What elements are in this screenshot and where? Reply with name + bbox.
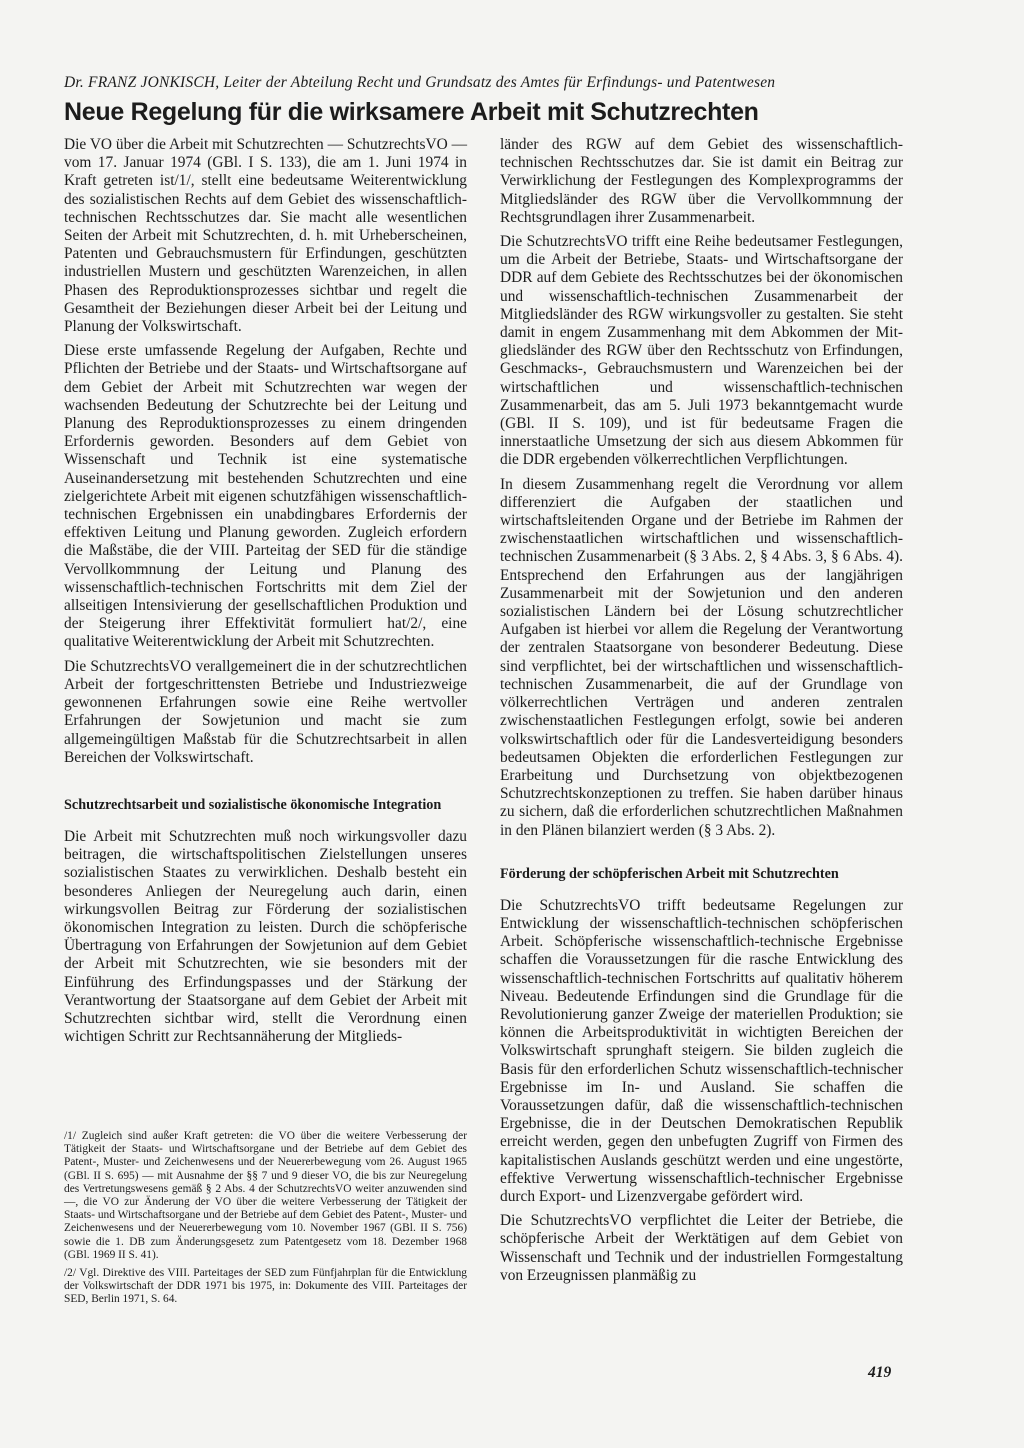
paragraph: In diesem Zusammenhang regelt die Verordnung vor allem differenziert die Aufgaben der staatlichen und wirtschaftsleitenden Organe und der Betriebe im Rahmen der zwischenstaatlichen wirtschaftlichen und wissenschaftlich-technischen Zusammenarbeit (§ 3 Abs. 2, § 4 Abs. 3, § 6 Abs. 4). Entsprechend den Erfahrungen aus der langjährigen Zusammenarbeit mit der Sowjetunion und den anderen sozialistischen Ländern bei der Lösung schutzrechtlicher Aufgaben ist hierbei vor allem die Regelung der Verantwortung der zentralen Staatsorgane von besonderer Bedeutung. Diese sind verpflichtet, bei der wirtschaftlichen und wissenschaftlich-technischen Zusammenarbeit, die auf der Grundlage von völkerrechtlichen Verträgen und anderen zentralen zwischenstaatlichen Festlegungen erfolgt, sowie bei anderen volkswirtschaftlich oder für die Landesverteidigung besonders bedeutsamen Objekten die erforderlichen Festlegungen zur Erarbeitung und Durchsetzung von objektbezogenen Schutzrechtskonzeptionen zu treffen. Sie haben darüber hinaus zu sichern, daß die erforderlichen schutzrechtlichen Maßnahmen in den Plänen bilanziert werden (§ 3 Abs. 2). [500, 475, 903, 839]
section-heading: Schutzrechtsarbeit und sozialistische ökonomische Integration [64, 796, 442, 813]
paragraph: Die SchutzrechtsVO verpflichtet die Leiter der Betriebe, die schöpferische Arbeit der Werktätigen auf dem Gebiet von Wissenschaft und Technik und der industriellen Formgestaltung von Erzeugnissen planmäßig zu [500, 1212, 903, 1284]
footnote-2: /2/ Vgl. Direktive des VIII. Parteitages der SED zum Fünfjahrplan für die Entwicklung der Volkswirtschaft der DDR 1971 bis 1975, in: Dokumente des VIII. Parteitages der SED, Berlin 1971, S. 64. [64, 1267, 467, 1306]
paragraph: Die SchutzrechtsVO trifft bedeutsame Regelungen zur Entwicklung der wissenschaftlich-technischen schöpferischen Arbeit. Schöpferische wissenschaftlich-technische Ergebnisse schaffen die Voraussetzungen für die rasche Entwicklung des wissenschaftlich-technischen Fortschritts auf qualitativ höherem Niveau. Bedeutende Erfindungen sind die Grundlage für die Revolutionierung ganzer Zweige der materiellen Produktion; sie können die Arbeitsproduktivität in wichtigten Bereichen der Volkswirtschaft sprunghaft steigern. Sie bilden zugleich die Basis für den erforderlichen Schutz wissenschaftlich-technischer Ergebnisse im In- und Ausland. Sie schaffen die Voraussetzungen dafür, daß die wissenschaftlich-technischen Ergebnisse, die in der Deutschen Demokratischen Republik erreicht werden, gegen den unbefugten Zugriff von Firmen des kapitalistischen Auslands geschützt werden und eine ungestörte, effektive Verwertung wissenschaftlich-technischer Ergebnisse durch Export- und Lizenzvergabe gefördert wird. [500, 896, 903, 1205]
left-column [64, 136, 467, 1052]
footnote-1: /1/ Zugleich sind außer Kraft getreten: die VO über die weitere Verbesserung der Tätigkeit der Staats- und Wirtschaftsorgane und der Betriebe auf dem Gebiet des Patent-, Muster- und Zeichenwesens und der Neuererbewegung vom 26. August 1965 (GBl. II S. 695) — mit Ausnahme der §§ 7 und 9 dieser VO, die bis zur Neuregelung des Vertretungswesens gemäß § 2 Abs. 4 der SchutzrechtsVO weiter anzuwenden sind —, die VO zur Änderung der VO über die weitere Verbesserung der Tätigkeit der Staats- und Wirtschaftsorgane und der Betriebe auf dem Gebiet des Patent-, Muster- und Zeichenwesens und der Neuererbewegung vom 10. November 1967 (GBl. II S. 756) sowie die 1. DB zum Änderungsgesetz zum Patentgesetz vom 18. Dezember 1968 (GBl. 1969 II S. 41). [64, 1130, 467, 1261]
section-heading: Förderung der schöpferischen Arbeit mit Schutzrechten [500, 865, 839, 882]
author-line: Dr. FRANZ JONKISCH, Leiter der Abteilung Recht und Grundsatz des Amtes für Erfindungs- und Patentwesen [64, 74, 776, 91]
paragraph: Die SchutzrechtsVO verallgemeinert die in der schutzrechtlichen Arbeit der fortgeschrittensten Betriebe und Industriezweige gewonnenen Erfahrungen sowie eine Reihe wertvoller Erfahrungen der Sowjetunion und macht sie zum allgemeingültigen Maßstab für die Schutzrechtsarbeit in allen Bereichen der Volkswirtschaft. [64, 657, 467, 766]
article-title: Neue Regelung für die wirksamere Arbeit mit Schutzrechten [64, 98, 759, 126]
paragraph: Die SchutzrechtsVO trifft eine Reihe bedeutsamer Festlegungen, um die Arbeit der Betriebe, Staats- und Wirtschaftsorgane der DDR auf dem Gebiete des Rechtsschutzes bei der ökonomischen und wissenschaftlich-technischen Zusammenarbeit der Mitgliedsländer des RGW wirkungsvoller zu gestalten. Sie steht damit in engem Zusammenhang mit dem Abkommen der Mitgliedsländer des RGW über den Rechtsschutz von Erfindungen, Geschmacks-, Gebrauchsmustern und Warenzeichen bei der wirtschaftlichen und wissenschaftlich-technischen Zusammenarbeit, das am 5. Juli 1973 bekanntgemacht wurde (GBl. II S. 109), und ist für bedeutsame Fragen die innerstaatliche Umsetzung der sich aus diesem Abkommen für die DDR ergebenden völkerrechtlichen Verpflichtungen. [500, 233, 903, 469]
page-number: 419 [868, 1364, 892, 1381]
paragraph: Diese erste umfassende Regelung der Aufgaben, Rechte und Pflichten der Betriebe und der Staats- und Wirtschaftsorgane auf dem Gebiet der Arbeit mit Schutzrechten war wegen der wachsenden Bedeutung der Schutzrechte bei der Leitung und Planung des Reproduktionsprozesses zu einem dringenden Erfordernis geworden. Besonders auf dem Gebiet von Wissenschaft und Technik ist eine systematische Auseinandersetzung mit bestehenden Schutzrechten und eine zielgerichtete Arbeit mit eigenen schutzfähigen wissenschaftlich-technischen Ergebnissen ein unabdingbares Erfordernis der effektiven Leitung und Planung geworden. Zugleich erfordern die Maßstäbe, die der VIII. Parteitag der SED für die ständige Vervollkommnung der Leitung und Planung des wissenschaftlich-technischen Fortschritts mit dem Ziel der allseitigen Intensivierung der gesellschaftlichen Produktion und der Steigerung ihrer Effektivität formuliert hat/2/, eine qualitative Weiterentwicklung der Arbeit mit Schutzrechten. [64, 342, 467, 651]
paragraph: länder des RGW auf dem Gebiet des wissenschaftlich-technischen Rechtsschutzes dar. Sie ist damit ein Beitrag zur Verwirklichung der Festlegungen des Komplexprogramms der Mitgliedsländer des RGW über die Vervollkommnung der Rechtsgrundlagen ihrer Zusammenarbeit. [500, 136, 903, 226]
right-column [500, 136, 903, 1291]
footnotes [64, 1130, 467, 1312]
paragraph: Die VO über die Arbeit mit Schutzrechten — SchutzrechtsVO — vom 17. Januar 1974 (GBl. I S. 133), die am 1. Juni 1974 in Kraft getreten ist/1/, stellt eine bedeutsame Weiterentwicklung des sozialistischen Rechts auf dem Gebiet des wissenschaftlich-technischen Rechtsschutzes dar. Sie macht alle wesentlichen Seiten der Arbeit mit Schutzrechten, d. h. mit Urheberscheinen, Patenten und Gebrauchsmustern für Erfindungen, geschützten industriellen Mustern und geschützten Warenzeichen, in allen Phasen des Reproduktionsprozesses sichtbar und regelt die Gesamtheit der Beziehungen dieser Arbeit bei der Leitung und Planung der Volkswirtschaft. [64, 136, 467, 336]
paragraph: Die Arbeit mit Schutzrechten muß noch wirkungsvoller dazu beitragen, die wirtschaftspolitischen Zielstellungen unseres sozialistischen Staates zu verwirklichen. Deshalb besteht ein besonderes Anliegen der Neuregelung auch darin, einen wirkungsvollen Beitrag zur Förderung der sozialistischen ökonomischen Integration zu leisten. Durch die schöpferische Übertragung von Erfahrungen der Sowjetunion auf dem Gebiet der Arbeit mit Schutzrechten, wie sie besonders mit der Einführung des Erfindungspasses und der Stärkung der Verantwortung der Staatsorgane auf dem Gebiet der Arbeit mit Schutzrechten sichtbar wird, stellt die Verordnung einen wichtigen Schritt zur Rechtsannäherung der Mitglieds- [64, 827, 467, 1046]
